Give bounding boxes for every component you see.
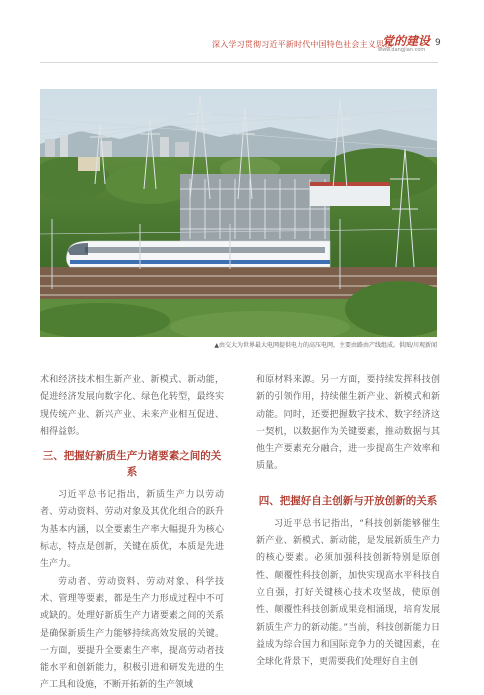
magazine-logo: 党的建设	[382, 34, 431, 48]
photo-caption: ▲由交大为世界最大电网提供电力的高压电网，主要由路由产线组成。供图/川观新闻	[214, 342, 437, 349]
header-title: 深入学习贯彻习近平新时代中国特色社会主义思想	[212, 40, 393, 49]
page-header	[0, 0, 484, 64]
section-heading-3: 三、把握好新质生产力诸要素之间的关系	[42, 450, 222, 479]
left-paragraph-1: 术和经济技术相生新产业、新模式、新动能，促进经济发展向数字化、绿色化转型，最终实现传统产业、新兴产业、未来产业相互促进、相得益彰。	[40, 375, 224, 437]
left-paragraph-3: 劳动者、劳动资料、劳动对象、科学技术、管理等要素，都是生产力形成过程中不可或缺的。处理好新质生产力诸要素之间的关系是确保新质生产力能够持续高效发展的关键。一方面，要提升全要素生产率，提高劳动者技能水平和创新能力，积极引进和研发先进的生产工具和设施，不断开拓新的生产领域	[40, 576, 224, 691]
train-photo	[40, 89, 437, 337]
logo-url: www.dangjian.com	[378, 47, 426, 53]
right-paragraph-2: 习近平总书记指出，“科技创新能够催生新产业、新模式、新动能，是发展新质生产力的核心要素。必须加强科技创新特别是原创性、颠覆性科技创新，加快实现高水平科技自立自强，打好关键核心技术攻坚战，使原创性、颠覆性科技创新成果竞相涌现，培育发展新质生产力的新动能。”当前，科技创新能力日益成为综合国力和国际竞争力的关键因素，在全球化背景下，更需要我们处理好自主创	[256, 518, 440, 668]
right-column	[256, 372, 440, 671]
page-number: 9	[435, 38, 441, 48]
section-heading-4: 四、把握好自主创新与开放创新的关系	[258, 494, 438, 507]
left-column	[40, 372, 224, 695]
train-photo-illustration	[40, 89, 437, 337]
header-divider	[40, 62, 438, 63]
right-paragraph-1: 和原材料来源。另一方面，要持续发挥科技创新的引领作用，持续催生新产业、新模式和新动能。同时，还要把握数字技术、数字经济这一契机，以数据作为关键要素，推动数据与其他生产要素充分融合，进一步提高生产效率和质量。	[256, 375, 440, 472]
left-paragraph-2: 习近平总书记指出，新质生产力以劳动者、劳动资料、劳动对象及其优化组合的跃升为基本内涵，以全要素生产率大幅提升为核心标志，特点是创新，关键在质优，本质是先进生产力。	[40, 490, 224, 570]
